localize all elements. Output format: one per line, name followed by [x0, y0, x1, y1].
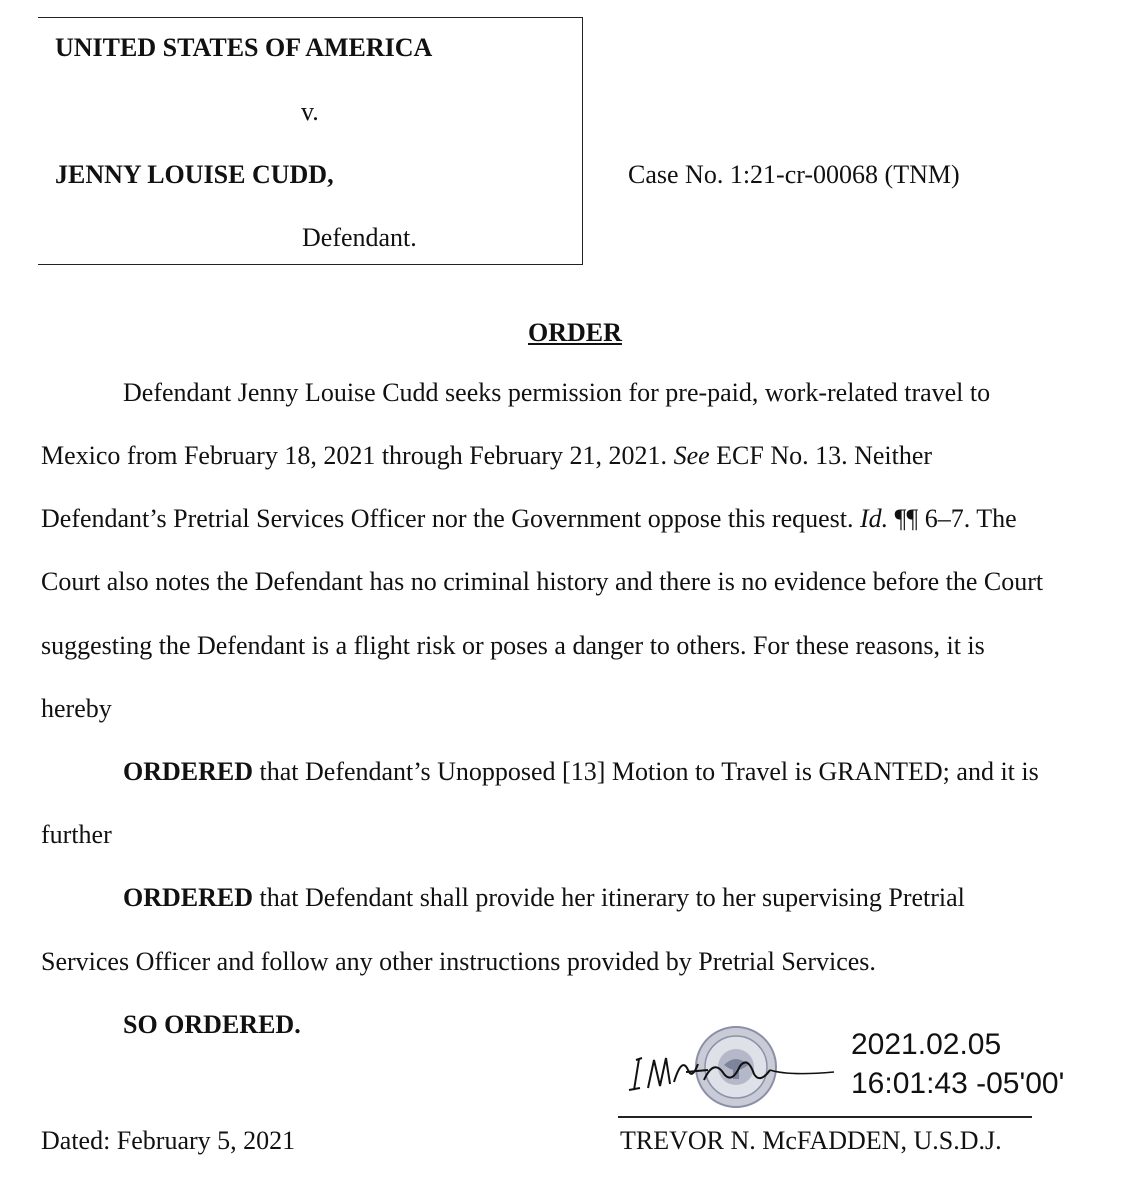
- body-line: Defendant Jenny Louise Cudd seeks permission for pre-paid, work-related travel to: [123, 378, 991, 407]
- body-line: suggesting the Defendant is a flight risk or poses a danger to others. For these reasons, it is: [41, 631, 985, 660]
- handwritten-signature: [628, 1040, 838, 1100]
- caption-plaintiff: UNITED STATES OF AMERICA: [55, 33, 433, 62]
- judge-name: TREVOR N. McFADDEN, U.S.D.J.: [620, 1126, 1002, 1155]
- caption-defendant-role: Defendant.: [302, 223, 417, 252]
- ordered-paragraph-2: ORDERED that Defendant shall provide her itinerary to her supervising Pretrial: [123, 883, 965, 912]
- caption-defendant: JENNY LOUISE CUDD,: [55, 160, 334, 189]
- signature-date-stamp: 2021.02.05: [851, 1028, 1002, 1061]
- signature-line: [618, 1116, 1032, 1118]
- ordered-paragraph-1: ORDERED that Defendant’s Unopposed [13] Motion to Travel is GRANTED; and it is: [123, 757, 1039, 786]
- signature-time-stamp: 16:01:43 -05'00': [851, 1067, 1065, 1100]
- citation-see: See: [673, 441, 710, 470]
- caption-versus: v.: [301, 97, 319, 126]
- body-line: further: [41, 820, 112, 849]
- body-line: Court also notes the Defendant has no criminal history and there is no evidence before the Court: [41, 567, 1044, 596]
- body-line: Services Officer and follow any other instructions provided by Pretrial Services.: [41, 947, 876, 976]
- dated-line: Dated: February 5, 2021: [41, 1126, 296, 1155]
- case-number: Case No. 1:21-cr-00068 (TNM): [628, 160, 960, 189]
- so-ordered: SO ORDERED.: [123, 1010, 301, 1039]
- order-title: ORDER: [528, 318, 622, 347]
- body-line: Defendant’s Pretrial Services Officer nor the Government oppose this request. Id. ¶¶ 6–7. The: [41, 504, 1017, 533]
- body-line: hereby: [41, 694, 112, 723]
- citation-id: Id.: [860, 504, 889, 533]
- body-line: Mexico from February 18, 2021 through February 21, 2021. See ECF No. 13. Neither: [41, 441, 933, 470]
